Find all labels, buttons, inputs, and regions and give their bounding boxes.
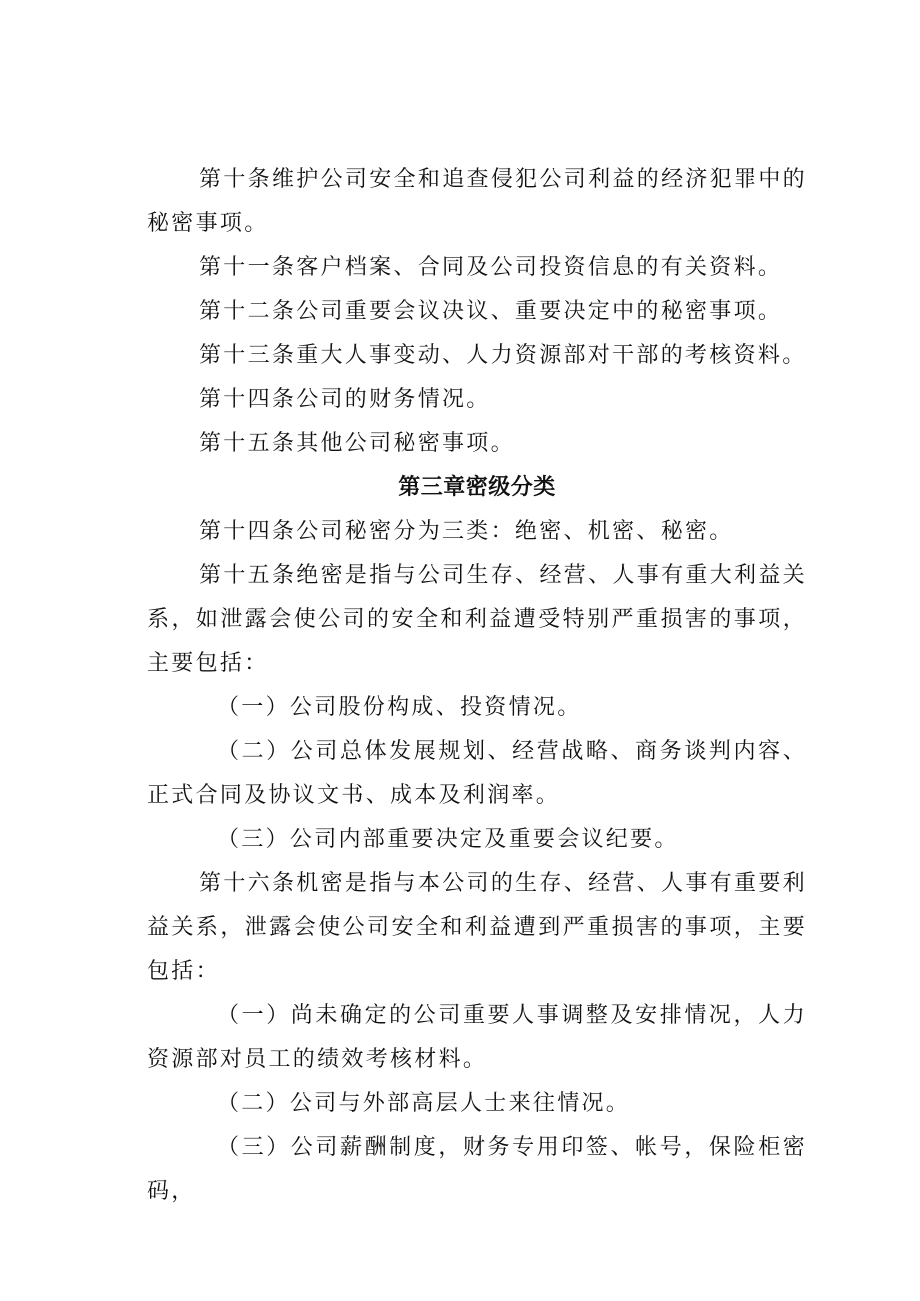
article-paragraph: 第十一条客户档案、合同及公司投资信息的有关资料。 <box>199 255 783 280</box>
list-item: （一）公司股份构成、投资情况。 <box>217 695 582 720</box>
article-paragraph: 第十四条公司秘密分为三类：绝密、机密、秘密。 <box>199 519 734 544</box>
article-paragraph: 第十四条公司的财务情况。 <box>199 387 491 412</box>
document-body <box>147 158 807 1214</box>
chapter-heading: 第三章密级分类 <box>398 475 556 500</box>
article-paragraph: 第十五条绝密是指与公司生存、经营、人事有重大利益关系，如泄露会使公司的安全和利益遭受特别严重损害的事项，主要包括： <box>147 563 807 676</box>
list-item: （三）公司内部重要决定及重要会议纪要。 <box>217 827 679 852</box>
list-item: （一）尚未确定的公司重要人事调整及安排情况，人力资源部对员工的绩效考核材料。 <box>147 1003 807 1072</box>
article-paragraph: 第十五条其他公司秘密事项。 <box>199 431 515 456</box>
article-paragraph: 第十三条重大人事变动、人力资源部对干部的考核资料。 <box>199 343 807 368</box>
article-paragraph: 第十六条机密是指与本公司的生存、经营、人事有重要利益关系，泄露会使公司安全和利益遭到严重损害的事项，主要包括： <box>147 871 807 984</box>
list-item: （二）公司与外部高层人士来往情况。 <box>217 1091 631 1116</box>
article-paragraph: 第十二条公司重要会议决议、重要决定中的秘密事项。 <box>199 299 783 324</box>
article-paragraph: 第十条维护公司安全和追查侵犯公司利益的经济犯罪中的秘密事项。 <box>147 167 807 236</box>
list-item: （二）公司总体发展规划、经营战略、商务谈判内容、正式合同及协议文书、成本及利润率。 <box>147 739 807 808</box>
list-item: （三）公司薪酬制度，财务专用印签、帐号，保险柜密码， <box>147 1135 807 1204</box>
